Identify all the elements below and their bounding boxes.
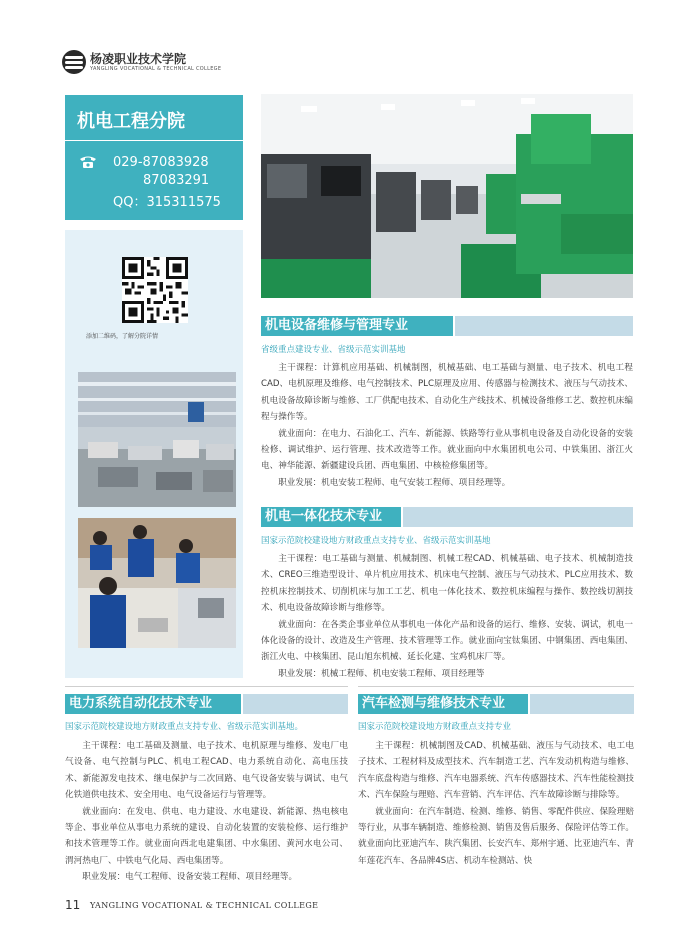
section-paragraph: 职业发展：机电安装工程师、电气安装工程师、项目经理等。 (278, 477, 511, 488)
section-title-tail (243, 694, 348, 714)
section-subtitle: 国家示范院校建设地方财政重点支持专业、省级示范实训基地 (261, 536, 491, 546)
section-subtitle: 国家示范院校建设地方财政重点支持专业 (358, 722, 512, 732)
department-info-box (65, 95, 243, 220)
section-body (261, 551, 633, 682)
qq-number: QQ：315311575 (113, 195, 221, 210)
section-paragraph: 就业面向：在汽车制造、检测、维修、销售、零配件供应、保险理赔等行业，从事车辆制造、维修检测、销售及售后服务、保险评估等工作。就业面向比亚迪汽车、陕汽集团、长安汽车、郑州宇通、比亚迪汽车、青年莲花汽车、各品牌4S店、机动车检测站、快 (358, 806, 634, 866)
qr-caption: 添加二维码，了解分院详情 (86, 333, 159, 340)
workshop-photo (78, 372, 236, 507)
college-name-en: YANGLING VOCATIONAL & TECHNICAL COLLEGE (90, 66, 222, 72)
divider (358, 686, 634, 687)
section-title-power-automation: 电力系统自动化技术专业 (65, 694, 241, 714)
divider (65, 686, 348, 687)
department-title: 机电工程分院 (77, 111, 185, 132)
section-subtitle: 省级重点建设专业、省级示范实训基地 (261, 345, 406, 355)
section-paragraph: 就业面向：在发电、供电、电力建设、水电建设、新能源、热电核电等企、事业单位从事电力系统的建设、自动化装置的安装检修、运行维护和技术管理等工作。就业面向西北电建集团、中水集团、黄河水电公司、渭河热电厂、中铁电气化局、西电集团等。 (65, 806, 348, 866)
section-paragraph: 主干课程：机械制图及CAD、机械基础、液压与气动技术、电工电子技术、工程材料及成型技术、汽车制造工艺、汽车发动机构造与维修、汽车底盘构造与维修、汽车电器系统、汽车传感器技术、汽车性能检测技术、汽车保险与理赔、汽车营销、汽车评估、汽车故障诊断与排除等。 (358, 741, 634, 801)
department-divider (65, 140, 243, 141)
section-title-tail (455, 316, 633, 336)
phone-number-2: 87083291 (143, 173, 210, 188)
section-paragraph: 主干课程：电工基础及测量、电子技术、电机原理与维修、发电厂电气设备、电气控制与PLC、机电工程CAD、电力系统自动化、高电压技术、新能源发电技术、继电保护与二次回路、电气设备安装与调试、电气化铁道供电技术、安全用电、电气设备运行与管理等。 (65, 741, 348, 801)
section-title-auto-repair: 汽车检测与维修技术专业 (358, 694, 528, 714)
qr-code[interactable] (122, 257, 188, 323)
section-body (261, 360, 633, 491)
phone-number-1: 029-87083928 (113, 155, 209, 170)
section-paragraph: 主干课程：电工基础与测量、机械制图、机械工程CAD、机械基础、电子技术、机械制造技术、CREO三维造型设计、单片机应用技术、机床电气控制、液压与气动技术、PLC应用技术、数控机床控制技术、切削机床与加工工艺、机电一体化技术、数控机床编程与操作、数控线切割技术、机电设备故障诊断与维修等。 (261, 554, 633, 614)
section-body (65, 738, 348, 886)
section-subtitle: 国家示范院校建设地方财政重点支持专业、省级示范实训基地。 (65, 722, 304, 732)
page-number: 11 (65, 898, 81, 912)
machine-workshop-photo (261, 94, 633, 298)
section-title-equipment-maintenance: 机电设备维修与管理专业 (261, 316, 453, 336)
section-paragraph: 职业发展：电气工程师、设备安装工程师、项目经理等。 (82, 872, 298, 883)
college-logo-icon (62, 50, 86, 74)
section-title-mechatronics: 机电一体化技术专业 (261, 507, 401, 527)
college-logo (62, 48, 262, 78)
section-paragraph: 职业发展：机械工程师、机电安装工程师、项目经理等 (278, 668, 485, 679)
section-paragraph: 就业面向：在各类企事业单位从事机电一体化产品和设备的运行、维修、安装、调试，机电一体化设备的设计、改造及生产管理、技术管理等工作。就业面向宝钛集团、中钢集团、西电集团、浙江火电、中核集团、昆山旭东机械、延长化建、宝鸡机床厂等。 (261, 619, 633, 663)
footer-college-name: YANGLING VOCATIONAL & TECHNICAL COLLEGE (90, 901, 319, 910)
section-paragraph: 就业面向：在电力、石油化工、汽车、新能源、铁路等行业从事机电设备及自动化设备的安装检修、调试维护、运行管理、技术改造等工作。就业面向中水集团机电公司、中铁集团、浙江火电、神华能源、新疆建设兵团、西电集团、中核检修集团等。 (261, 428, 633, 472)
phone-icon (79, 155, 97, 169)
section-paragraph: 主干课程：计算机应用基础、机械制图，机械基础、电工基础与测量、电子技术、机电工程CAD、电机原理及维修、电气控制技术、PLC原理及应用、传感器与检测技术、液压与气动技术、机电设备故障诊断与维修、工厂供配电技术、自动化生产线技术、机械设备维修工艺、数控机床编程与操作等。 (261, 363, 633, 423)
section-title-tail (530, 694, 634, 714)
section-title-tail (403, 507, 633, 527)
section-body (358, 738, 634, 869)
students-photo (78, 518, 236, 648)
college-name-cn: 杨凌职业技术学院 (90, 52, 187, 66)
